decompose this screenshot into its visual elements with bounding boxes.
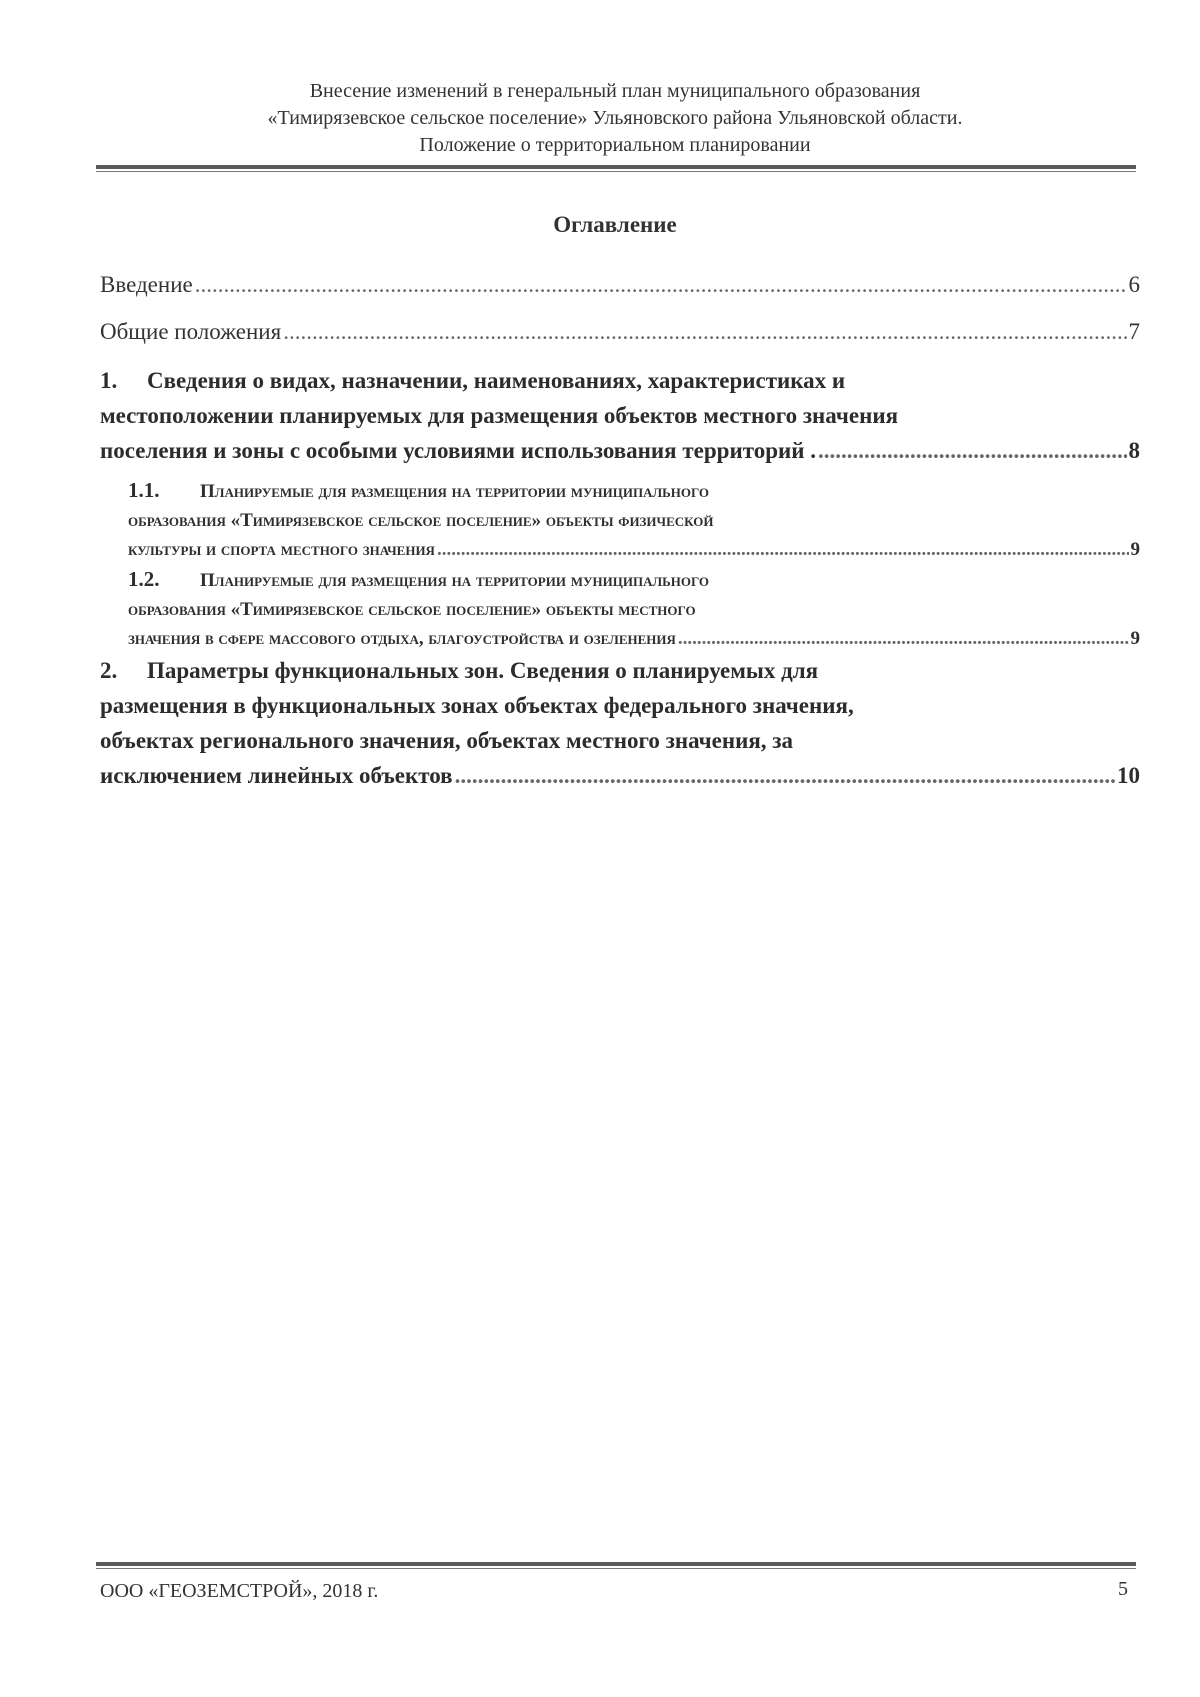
- section-number: 1.: [100, 368, 118, 393]
- toc-entry-page: 8: [1128, 438, 1140, 463]
- dot-leader: [195, 270, 1127, 300]
- toc-entry-text: объектах регионального значения, объектах местного значения, за: [100, 728, 794, 753]
- toc-title: Оглавление: [553, 212, 677, 237]
- dot-leader: [283, 317, 1126, 347]
- header-divider: [96, 165, 1136, 172]
- toc-entry-page: 10: [1117, 763, 1140, 788]
- toc-entry-text: образования «Тимирязевское сельское поселение» объекты физической: [128, 510, 714, 531]
- footer-divider: [96, 1562, 1136, 1569]
- toc-entry-page: 6: [1128, 272, 1140, 297]
- toc-entry-general[interactable]: [100, 317, 1140, 347]
- toc-entry-intro[interactable]: [100, 270, 1140, 300]
- section-number: 2.: [100, 658, 118, 683]
- toc-entry-page: 9: [1130, 628, 1140, 649]
- footer-company: ООО «ГЕОЗЕМСТРОЙ», 2018 г.: [100, 1580, 379, 1602]
- subsection-number: 1.2.: [128, 567, 160, 591]
- toc-entry-text: образования «Тимирязевское сельское поселение» объекты местного: [128, 599, 696, 620]
- toc-entry-text: Сведения о видах, назначении, наименованиях, характеристиках и: [147, 368, 846, 393]
- subsection-number: 1.1.: [128, 478, 160, 502]
- dot-leader: [455, 758, 1115, 793]
- header-line-1: Внесение изменений в генеральный план муниципального образования: [309, 80, 921, 102]
- table-of-contents: [100, 270, 1140, 793]
- toc-entry-subsection-1-2[interactable]: [100, 565, 1140, 653]
- page-header: [100, 78, 1130, 159]
- toc-entry-text: местоположении планируемых для размещения объектов местного значения: [100, 403, 899, 428]
- toc-entry-label: Введение: [100, 272, 193, 297]
- toc-entry-page: 7: [1128, 319, 1140, 344]
- header-line-3: Положение о территориальном планировании: [419, 134, 811, 156]
- header-line-2: «Тимирязевское сельское поселение» Ульяновского района Ульяновской области.: [267, 107, 963, 129]
- dot-leader: [678, 624, 1129, 653]
- toc-entry-text: значения в сфере массового отдыха, благоустройства и озеленения: [128, 628, 676, 649]
- toc-entry-text: Параметры функциональных зон. Сведения о планируемых для: [147, 658, 819, 683]
- toc-entry-page: 9: [1130, 539, 1140, 560]
- toc-entry-text: размещения в функциональных зонах объектах федерального значения,: [100, 693, 854, 718]
- dot-leader: [818, 433, 1127, 468]
- dot-leader: [437, 535, 1129, 564]
- toc-entry-text: культуры и спорта местного значения: [128, 539, 435, 560]
- toc-entry-text: исключением линейных объектов: [100, 763, 453, 788]
- toc-entry-text: поселения и зоны с особыми условиями использования территорий .: [100, 438, 816, 463]
- toc-entry-section-2[interactable]: [100, 653, 1140, 793]
- toc-entry-text: Планируемые для размещения на территории муниципального: [200, 570, 710, 591]
- toc-entry-text: Планируемые для размещения на территории муниципального: [200, 481, 710, 502]
- toc-entry-section-1[interactable]: [100, 363, 1140, 468]
- toc-entry-subsection-1-1[interactable]: [100, 476, 1140, 564]
- footer-page-number: 5: [1118, 1578, 1128, 1600]
- toc-entry-label: Общие положения: [100, 319, 282, 344]
